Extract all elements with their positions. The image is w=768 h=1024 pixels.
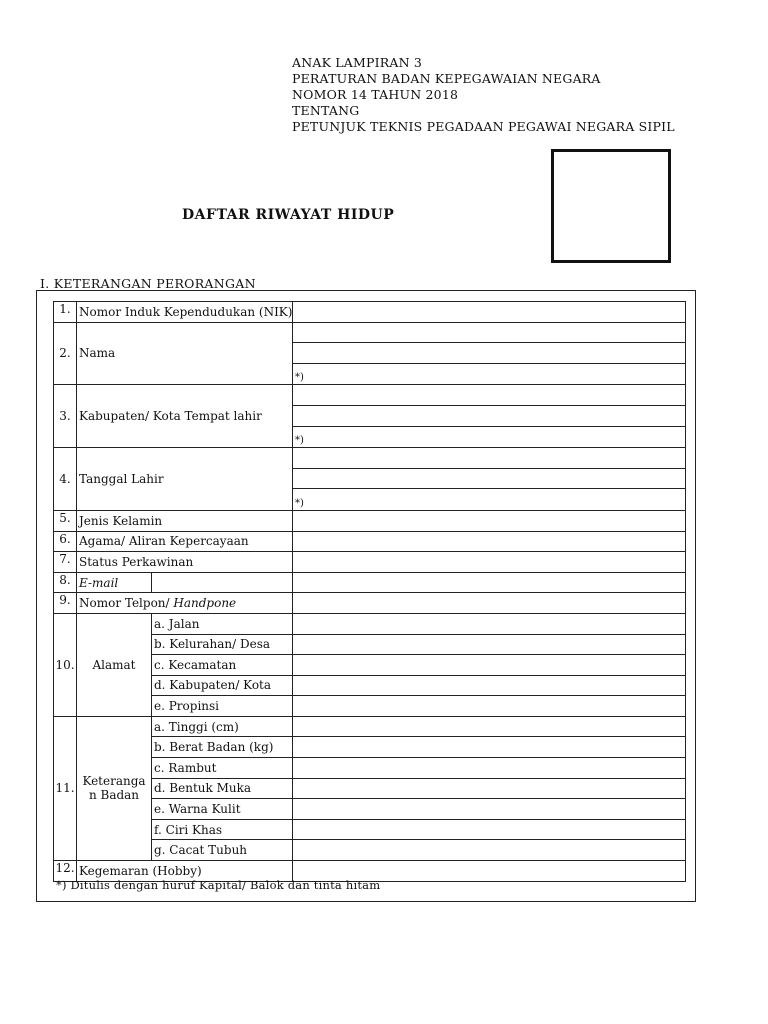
row-label: Status Perkawinan (77, 552, 293, 573)
page-title: DAFTAR RIWAYAT HIDUP (182, 207, 395, 223)
sub-label: c. Rambut (152, 758, 293, 779)
row-number: 12. (54, 861, 77, 882)
row-label: Agama/ Aliran Kepercayaan (77, 531, 293, 552)
row-number: 4. (54, 448, 77, 511)
header-line: NOMOR 14 TAHUN 2018 (292, 87, 459, 102)
table-row (54, 572, 686, 593)
header-line: ANAK LAMPIRAN 3 (292, 55, 423, 70)
row-number: 11. (54, 716, 77, 860)
row-label: Jenis Kelamin (77, 510, 293, 531)
email-spacer (152, 572, 293, 593)
row-number: 5. (54, 510, 77, 531)
face-shape-field[interactable] (293, 778, 686, 799)
birthdate-field-line[interactable] (293, 468, 686, 489)
skin-color-field[interactable] (293, 799, 686, 820)
row-number: 8. (54, 572, 77, 593)
email-field[interactable] (293, 572, 686, 593)
sub-label: a. Jalan (152, 613, 293, 634)
sub-label: g. Cacat Tubuh (152, 840, 293, 861)
row-number: 6. (54, 531, 77, 552)
row-label (77, 593, 293, 614)
marital-status-field[interactable] (293, 552, 686, 573)
table-row (54, 448, 686, 469)
row-label: Nama (77, 322, 293, 385)
sub-label: c. Kecamatan (152, 655, 293, 676)
name-field-line[interactable] (293, 343, 686, 364)
sub-label: b. Berat Badan (kg) (152, 737, 293, 758)
row-label-italic: Handpone (173, 596, 237, 611)
row-number: 2. (54, 322, 77, 385)
table-row (54, 552, 686, 573)
birthplace-field-line[interactable] (293, 385, 686, 406)
row-number: 7. (54, 552, 77, 573)
personal-info-table (53, 301, 686, 882)
table-row (54, 716, 686, 737)
star-mark[interactable]: *) (293, 426, 686, 448)
row-label: Tanggal Lahir (77, 448, 293, 511)
row-label: Kabupaten/ Kota Tempat lahir (77, 385, 293, 448)
sub-label: d. Bentuk Muka (152, 778, 293, 799)
header-line: PETUNJUK TEKNIS PEGADAAN PEGAWAI NEGARA SIPIL (292, 119, 675, 134)
address-district-field[interactable] (293, 655, 686, 676)
gender-field[interactable] (293, 510, 686, 531)
row-label: Alamat (77, 613, 152, 716)
row-number: 9. (54, 593, 77, 614)
sub-label: b. Kelurahan/ Desa (152, 634, 293, 655)
table-row (54, 322, 686, 343)
nik-field[interactable] (293, 302, 686, 323)
table-row (54, 385, 686, 406)
table-row (54, 613, 686, 634)
row-number: 3. (54, 385, 77, 448)
address-regency-field[interactable] (293, 675, 686, 696)
row-label: Nomor Induk Kependudukan (NIK) (77, 302, 293, 323)
row-number: 1. (54, 302, 77, 323)
header-line: PERATURAN BADAN KEPEGAWAIAN NEGARA (292, 71, 601, 86)
photo-placeholder (551, 149, 671, 263)
sub-label: f. Ciri Khas (152, 819, 293, 840)
star-mark[interactable]: *) (293, 489, 686, 511)
row-label: Keteranga n Badan (77, 716, 152, 860)
birthdate-field-line[interactable] (293, 448, 686, 469)
address-village-field[interactable] (293, 634, 686, 655)
section-title: I. KETERANGAN PERORANGAN (40, 276, 256, 291)
table-row (54, 302, 686, 323)
address-province-field[interactable] (293, 696, 686, 717)
table-row (54, 510, 686, 531)
sub-label: a. Tinggi (cm) (152, 716, 293, 737)
row-label: Kegemaran (Hobby) (77, 861, 293, 882)
weight-field[interactable] (293, 737, 686, 758)
document-header (292, 55, 675, 135)
birthplace-field-line[interactable] (293, 405, 686, 426)
height-field[interactable] (293, 716, 686, 737)
sub-label: e. Propinsi (152, 696, 293, 717)
address-street-field[interactable] (293, 613, 686, 634)
sub-label: e. Warna Kulit (152, 799, 293, 820)
sub-label: d. Kabupaten/ Kota (152, 675, 293, 696)
name-field-line[interactable] (293, 322, 686, 343)
distinct-feature-field[interactable] (293, 819, 686, 840)
table-row (54, 593, 686, 614)
row-number: 10. (54, 613, 77, 716)
disability-field[interactable] (293, 840, 686, 861)
phone-field[interactable] (293, 593, 686, 614)
row-label-text: Nomor Telpon/ (79, 596, 174, 611)
header-line: TENTANG (292, 103, 360, 118)
footnote: *) Ditulis dengan huruf Kapital/ Balok dan tinta hitam (56, 878, 381, 892)
table-row (54, 531, 686, 552)
row-label: E-mail (77, 572, 152, 593)
religion-field[interactable] (293, 531, 686, 552)
hair-field[interactable] (293, 758, 686, 779)
star-mark[interactable]: *) (293, 363, 686, 385)
